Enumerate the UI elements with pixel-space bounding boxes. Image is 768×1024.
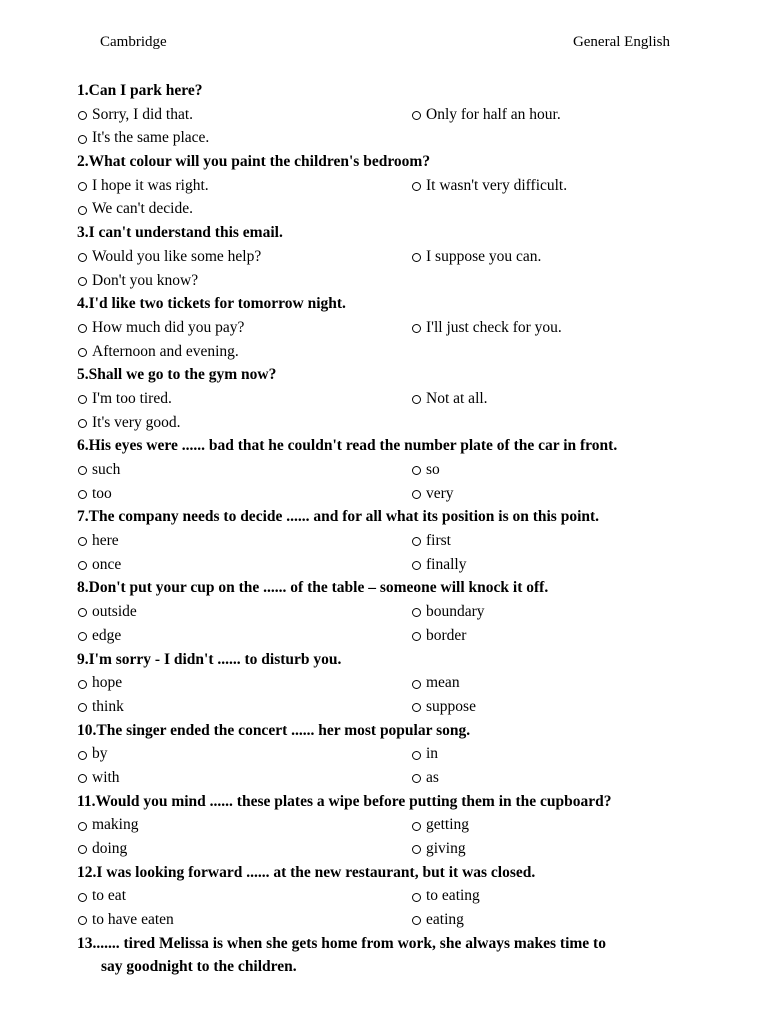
options-5	[77, 387, 713, 434]
option[interactable]	[77, 316, 411, 340]
option[interactable]	[411, 245, 711, 269]
option-label: so	[426, 461, 440, 478]
radio-circle-icon[interactable]	[78, 822, 87, 831]
option[interactable]	[77, 174, 411, 198]
option-label: outside	[92, 603, 137, 621]
option-label: hope	[92, 674, 123, 692]
radio-circle-icon[interactable]	[412, 632, 421, 641]
option[interactable]	[411, 813, 711, 837]
option[interactable]	[77, 197, 411, 221]
option-label: eating	[426, 911, 464, 929]
radio-circle-icon[interactable]	[78, 466, 87, 475]
question-11	[77, 790, 713, 814]
option-label: I suppose you can.	[426, 247, 542, 265]
option[interactable]	[77, 553, 411, 577]
option[interactable]	[77, 766, 411, 790]
question-4	[77, 292, 713, 316]
option-label: We can't decide.	[92, 200, 193, 218]
question-text: Would you mind ...... these plates a wipe before putting them in the cupboard?	[95, 792, 612, 810]
option-label: doing	[92, 840, 128, 857]
option-label: Not at all.	[426, 389, 488, 407]
question-text: Shall we go to the gym now?	[88, 366, 277, 384]
option[interactable]	[411, 553, 711, 577]
option-label: with	[92, 768, 120, 786]
option[interactable]	[77, 624, 411, 648]
option[interactable]	[411, 316, 711, 340]
radio-circle-icon[interactable]	[412, 253, 421, 262]
quiz-content	[77, 79, 713, 979]
option-label: as	[426, 768, 439, 786]
question-number: 10.	[77, 721, 97, 739]
option-label: It wasn't very difficult.	[426, 176, 568, 194]
question-text: The singer ended the concert ...... her most popular song.	[96, 721, 471, 739]
options-9	[77, 671, 713, 718]
option[interactable]	[411, 624, 711, 648]
radio-circle-icon[interactable]	[412, 893, 421, 902]
radio-circle-icon[interactable]	[412, 111, 421, 120]
question-text: I'm sorry - I didn't ...... to disturb you.	[88, 650, 342, 668]
option[interactable]	[411, 742, 711, 766]
option-label: How much did you pay?	[92, 318, 245, 336]
option-label: suppose	[426, 697, 476, 715]
question-number: 9.	[77, 650, 89, 668]
option-label: first	[426, 532, 451, 550]
radio-circle-icon[interactable]	[412, 774, 421, 783]
option[interactable]	[77, 340, 411, 364]
question-text: I can't understand this email.	[88, 224, 283, 242]
question-number: 13.	[77, 934, 97, 952]
option[interactable]	[411, 387, 711, 411]
option-label: getting	[426, 816, 470, 834]
option[interactable]	[411, 695, 711, 719]
radio-circle-icon[interactable]	[412, 680, 421, 689]
option-label: once	[92, 555, 122, 573]
option-label: in	[426, 745, 439, 763]
options-11	[77, 813, 713, 860]
radio-circle-icon[interactable]	[78, 111, 87, 120]
option-label: It's very good.	[92, 413, 181, 431]
option[interactable]	[77, 529, 411, 553]
radio-circle-icon[interactable]	[412, 608, 421, 617]
option[interactable]	[411, 174, 711, 198]
radio-circle-icon[interactable]	[78, 253, 87, 262]
option-label: such	[92, 461, 121, 478]
option[interactable]	[77, 245, 411, 269]
question-number: 2.	[77, 153, 89, 171]
option[interactable]	[77, 126, 411, 150]
question-number: 7.	[77, 508, 89, 526]
radio-circle-icon[interactable]	[78, 703, 87, 712]
option[interactable]	[411, 482, 711, 506]
option-label: Would you like some help?	[92, 247, 262, 265]
option-label: mean	[426, 674, 460, 692]
option[interactable]	[77, 103, 411, 127]
option-label: Sorry, I did that.	[92, 105, 194, 123]
radio-circle-icon[interactable]	[412, 822, 421, 831]
option[interactable]	[411, 103, 711, 127]
radio-circle-icon[interactable]	[78, 135, 87, 144]
option-label: I'm too tired.	[92, 389, 172, 407]
radio-circle-icon[interactable]	[412, 490, 421, 499]
question-text: Can I park here?	[88, 82, 203, 99]
option[interactable]	[77, 600, 411, 624]
radio-circle-icon[interactable]	[412, 324, 421, 333]
header-left-title: Cambridge	[100, 34, 167, 50]
option[interactable]	[77, 411, 411, 435]
question-13	[77, 932, 713, 956]
radio-circle-icon[interactable]	[78, 916, 87, 925]
radio-circle-icon[interactable]	[412, 751, 421, 760]
options-12	[77, 884, 713, 931]
option[interactable]	[77, 482, 411, 506]
radio-circle-icon[interactable]	[412, 537, 421, 546]
option[interactable]	[77, 813, 411, 837]
option[interactable]	[411, 766, 711, 790]
question-1	[77, 79, 713, 103]
question-12	[77, 861, 713, 885]
radio-circle-icon[interactable]	[78, 182, 87, 191]
option[interactable]	[77, 671, 411, 695]
options-3	[77, 245, 713, 292]
question-number: 11.	[77, 792, 96, 810]
options-2	[77, 174, 713, 221]
question-7	[77, 505, 713, 529]
question-text-line-2: say goodnight to the children.	[101, 958, 297, 976]
options-7	[77, 529, 713, 576]
question-2	[77, 150, 713, 174]
option-label: by	[92, 745, 108, 763]
question-text: His eyes were ...... bad that he couldn't read the number plate of the car in front.	[88, 437, 618, 455]
question-8	[77, 576, 713, 600]
radio-circle-icon[interactable]	[412, 182, 421, 191]
option-label: finally	[426, 555, 467, 573]
option-label: border	[426, 626, 467, 644]
option[interactable]	[77, 837, 411, 861]
radio-circle-icon[interactable]	[78, 680, 87, 689]
radio-circle-icon[interactable]	[78, 277, 87, 286]
option-label: I hope it was right.	[92, 176, 209, 194]
radio-circle-icon[interactable]	[78, 774, 87, 783]
question-text: The company needs to decide ...... and for all what its position is on this point.	[88, 508, 600, 526]
option-label: boundary	[426, 603, 485, 621]
radio-circle-icon[interactable]	[78, 324, 87, 333]
option-label: edge	[92, 626, 122, 644]
option-label: I'll just check for you.	[426, 318, 562, 336]
question-13-continuation	[77, 955, 713, 979]
option[interactable]	[77, 908, 411, 932]
radio-circle-icon[interactable]	[78, 751, 87, 760]
option[interactable]	[411, 529, 711, 553]
question-3	[77, 221, 713, 245]
option-label: to have eaten	[92, 911, 174, 929]
radio-circle-icon[interactable]	[78, 561, 87, 570]
radio-circle-icon[interactable]	[78, 537, 87, 546]
question-6	[77, 434, 713, 458]
option-label: to eating	[426, 887, 480, 905]
option[interactable]	[77, 742, 411, 766]
option-label: Afternoon and evening.	[92, 342, 239, 360]
option[interactable]	[411, 458, 711, 482]
option-label: It's the same place.	[92, 129, 210, 147]
page-header	[100, 34, 670, 56]
header-right-title: General English	[572, 34, 670, 50]
option[interactable]	[77, 695, 411, 719]
radio-circle-icon[interactable]	[412, 845, 421, 854]
option[interactable]	[77, 458, 411, 482]
radio-circle-icon[interactable]	[412, 703, 421, 712]
options-4	[77, 316, 713, 363]
option-label: giving	[426, 840, 466, 857]
option-label: to eat	[92, 887, 126, 905]
option-label: making	[92, 816, 139, 834]
question-number: 12.	[77, 863, 97, 881]
radio-circle-icon[interactable]	[412, 561, 421, 570]
question-number: 1.	[77, 82, 89, 99]
question-10	[77, 719, 713, 743]
options-8	[77, 600, 713, 647]
question-text: I'd like two tickets for tomorrow night.	[88, 295, 346, 313]
options-6	[77, 458, 713, 505]
option-label: think	[92, 697, 124, 715]
question-text: Don't put your cup on the ...... of the table – someone will knock it off.	[88, 579, 549, 597]
question-number: 4.	[77, 295, 89, 313]
option[interactable]	[411, 908, 711, 932]
option[interactable]	[411, 600, 711, 624]
option-label: Only for half an hour.	[426, 105, 561, 123]
radio-circle-icon[interactable]	[78, 348, 87, 357]
option[interactable]	[77, 269, 411, 293]
radio-circle-icon[interactable]	[412, 466, 421, 475]
radio-circle-icon[interactable]	[412, 916, 421, 925]
radio-circle-icon[interactable]	[78, 419, 87, 428]
option-label: Don't you know?	[92, 271, 199, 289]
question-number: 6.	[77, 437, 89, 455]
options-10	[77, 742, 713, 789]
question-text-line-1: ...... tired Melissa is when she gets home from work, she always makes time to	[96, 934, 606, 952]
option-label: here	[92, 532, 119, 550]
question-9	[77, 648, 713, 672]
options-1	[77, 103, 713, 150]
radio-circle-icon[interactable]	[78, 845, 87, 854]
question-text: What colour will you paint the children's bedroom?	[88, 153, 431, 171]
radio-circle-icon[interactable]	[78, 893, 87, 902]
radio-circle-icon[interactable]	[78, 632, 87, 641]
question-number: 8.	[77, 579, 89, 597]
question-number: 3.	[77, 224, 89, 242]
question-text: I was looking forward ...... at the new restaurant, but it was closed.	[96, 863, 536, 881]
option[interactable]	[411, 837, 711, 861]
radio-circle-icon[interactable]	[78, 608, 87, 617]
radio-circle-icon[interactable]	[78, 395, 87, 404]
question-number: 5.	[77, 366, 89, 384]
option-label: too	[92, 484, 112, 502]
radio-circle-icon[interactable]	[78, 206, 87, 215]
question-5	[77, 363, 713, 387]
radio-circle-icon[interactable]	[412, 395, 421, 404]
radio-circle-icon[interactable]	[78, 490, 87, 499]
option[interactable]	[77, 884, 411, 908]
option[interactable]	[411, 884, 711, 908]
option-label: very	[426, 484, 454, 502]
option[interactable]	[77, 387, 411, 411]
option[interactable]	[411, 671, 711, 695]
